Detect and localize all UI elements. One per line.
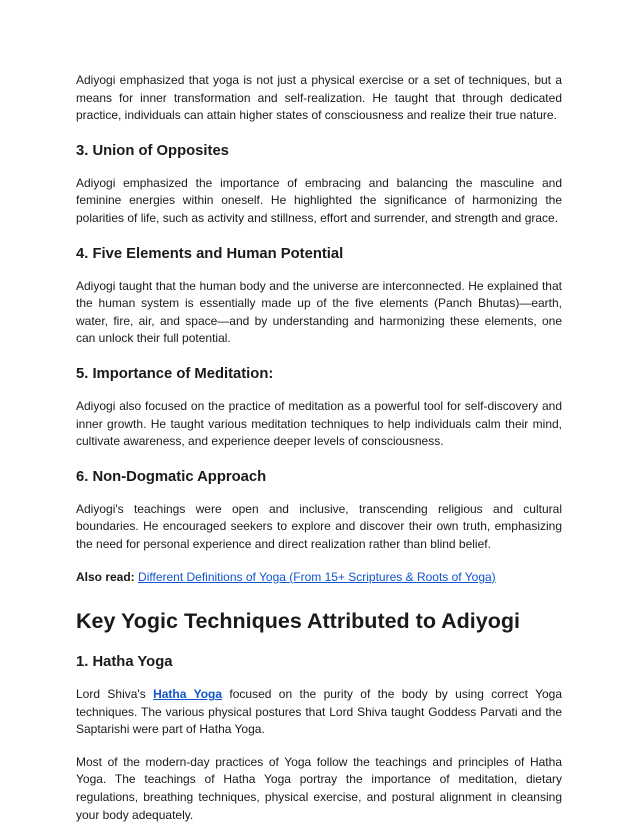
section-body-union-of-opposites: Adiyogi emphasized the importance of embracing and balancing the masculine and feminine energies within oneself. He highlighted the significance of harmonizing the polarities of life, such as activity and stillness, effort and surrender, and strength and grace. <box>76 175 562 225</box>
section-body-meditation: Adiyogi also focused on the practice of meditation as a powerful tool for self-discovery and inner growth. He taught various meditation techniques to help individuals calm their mind, cultivate awareness, and experience deeper levels of consciousness. <box>76 398 562 449</box>
hatha-p1-after: focused on the purity of the body by using correct Yoga techniques. The various physical postures that Lord Shiva taught Goddess Parvati and the Saptarishi were part of Hatha Yoga. <box>76 687 563 737</box>
also-read-label: Also read: <box>76 569 135 584</box>
hatha-paragraph-2: Most of the modern-day practices of Yoga follow the teachings and principles of Hatha Yoga. The teachings of Hatha Yoga portray the importance of meditation, dietary regulations, breathing techniques, physical exercise, and postural alignment in cleansing your body adequately. <box>76 754 562 822</box>
also-read-link[interactable]: Different Definitions of Yoga (From 15+ Scriptures & Roots of Yoga) <box>138 569 496 584</box>
section-body-non-dogmatic: Adiyogi's teachings were open and inclusive, transcending religious and cultural boundaries. He encouraged seekers to explore and discover their own truth, emphasizing the need for personal experience and direct realization rather than blind belief. <box>76 501 562 551</box>
also-read-line <box>76 569 562 587</box>
main-heading: Key Yogic Techniques Attributed to Adiyogi <box>76 609 520 634</box>
section-heading-non-dogmatic: 6. Non-Dogmatic Approach <box>76 468 267 485</box>
section-heading-five-elements: 4. Five Elements and Human Potential <box>76 245 344 262</box>
section-heading-meditation: 5. Importance of Meditation: <box>76 365 274 382</box>
hatha-p1-before: Lord Shiva's <box>76 687 154 702</box>
section-heading-union-of-opposites: 3. Union of Opposites <box>76 142 229 159</box>
intro-paragraph: Adiyogi emphasized that yoga is not just a physical exercise or a set of techniques, but a means for inner transformation and self-realization. He taught that through dedicated practice, individuals can attain higher states of consciousness and realize their true nature. <box>76 73 562 123</box>
hatha-paragraph-1 <box>76 686 562 739</box>
hatha-yoga-link[interactable]: Hatha Yoga <box>153 687 223 702</box>
section-body-five-elements: Adiyogi taught that the human body and the universe are interconnected. He explained that the human system is essentially made up of the five elements (Panch Bhutas)—earth, water, fire, air, and space—and by understanding and harmonizing these elements, one can unlock their full potential. <box>76 278 562 346</box>
section-heading-hatha-yoga: 1. Hatha Yoga <box>76 654 173 671</box>
